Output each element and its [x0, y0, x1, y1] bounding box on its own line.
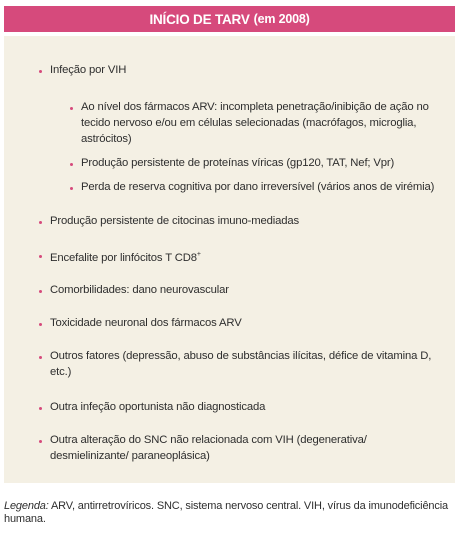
- list-item: Toxicidade neuronal dos fármacos ARV: [50, 317, 242, 329]
- list-item: Infeção por VIH: [50, 64, 127, 76]
- sub-list-item: Ao nível dos fármacos ARV: incompleta penetração/inibição de ação no tecido nervoso e/ou em células selecionadas (macrófagos, microglia, astrócitos): [81, 101, 429, 145]
- legend-text: ARV, antirretrovíricos. SNC, sistema nervoso central. VIH, vírus da imunodeficiência humana.: [4, 500, 448, 525]
- list-item: Produção persistente de citocinas imuno-mediadas: [50, 215, 300, 227]
- bullet-icon: [39, 221, 42, 224]
- table-header: [4, 6, 455, 32]
- bullet-icon: [39, 323, 42, 326]
- list-item: Outros fatores (depressão, abuso de substâncias ilícitas, défice de vitamina D, etc.): [50, 350, 432, 378]
- header-title: INÍCIO DE TARV: [149, 11, 250, 27]
- list-item: [50, 247, 435, 266]
- legend-note: [4, 500, 456, 526]
- content-panel: [4, 36, 455, 483]
- header-subtitle: (em 2008): [253, 12, 310, 26]
- sub-list-item: Produção persistente de proteínas víricas (gp120, TAT, Nef; Vpr): [81, 157, 395, 169]
- bullet-icon: [39, 70, 42, 73]
- list-item: Outra alteração do SNC não relacionada com VIH (degenerativa/ desmielinizante/ paraneoplásica): [50, 434, 367, 462]
- sub-list-item: Perda de reserva cognitiva por dano irreversível (vários anos de virémia): [81, 181, 435, 193]
- bullet-icon: [39, 290, 42, 293]
- list-item-text: Encefalite por linfócitos T CD8: [50, 251, 197, 264]
- bullet-icon: [39, 440, 42, 443]
- legend-label: Legenda:: [4, 500, 49, 512]
- list-item: Comorbilidades: dano neurovascular: [50, 284, 229, 296]
- bullet-icon: [39, 356, 42, 359]
- bullet-icon: [70, 107, 73, 110]
- bullet-icon: [39, 407, 42, 410]
- bullet-icon: [70, 187, 73, 190]
- superscript: +: [196, 251, 201, 258]
- table-box: [4, 6, 455, 483]
- bullet-icon: [39, 255, 42, 258]
- bullet-icon: [70, 163, 73, 166]
- list-item: Outra infeção oportunista não diagnosticada: [50, 401, 266, 413]
